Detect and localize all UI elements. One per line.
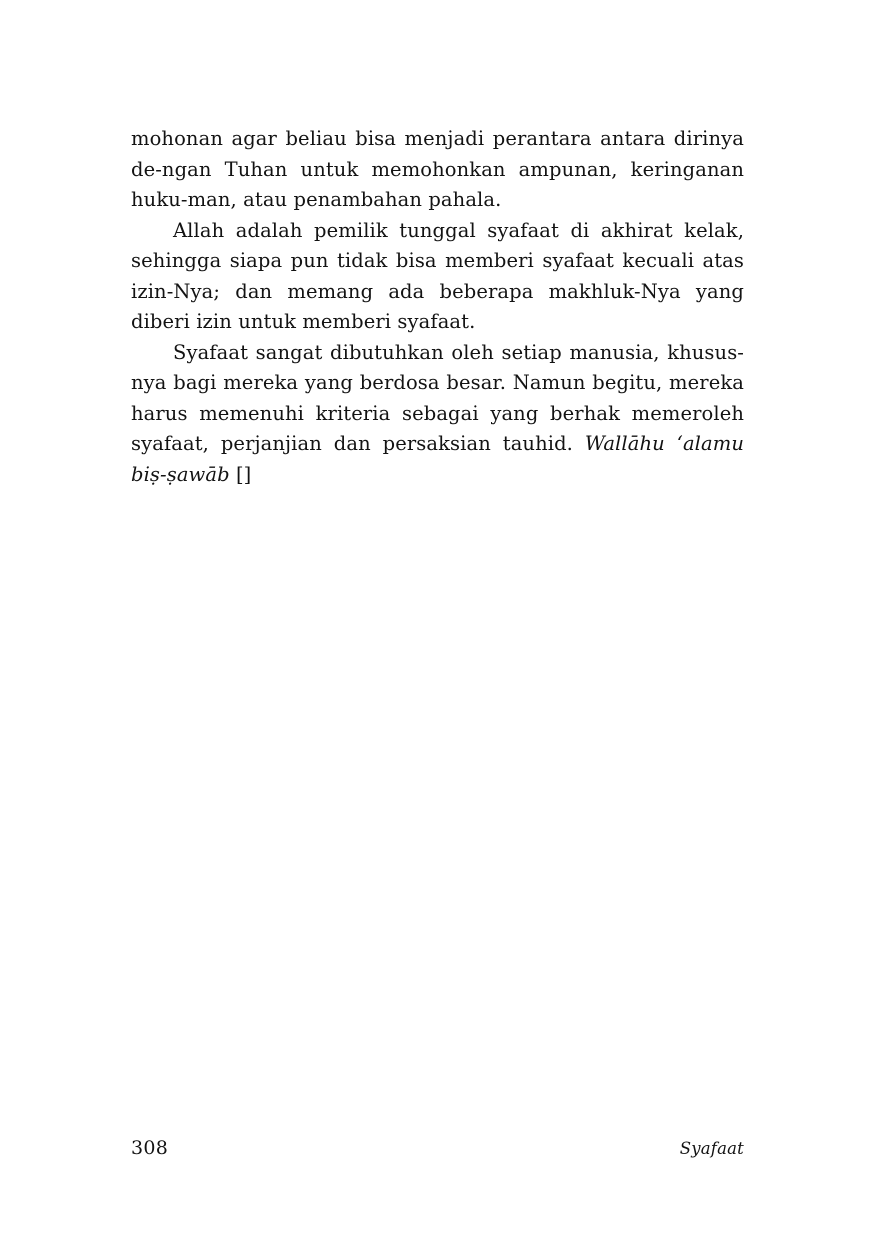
paragraph-3	[131, 338, 744, 491]
arabic-transliteration: Wallāhu ‘alamu biṣ-ṣawāb	[131, 432, 744, 486]
paragraph-1: mohonan agar beliau bisa menjadi perantara antara dirinya de-ngan Tuhan untuk memohonkan ampunan, keringanan huku-man, atau penambahan pahala.	[131, 127, 744, 211]
page-text-block	[131, 124, 744, 490]
page-footer	[0, 1137, 875, 1163]
paragraph-2: Allah adalah pemilik tunggal syafaat di akhirat kelak, sehingga siapa pun tidak bisa memberi syafaat kecuali atas izin-Nya; dan memang ada beberapa makhluk-Nya yang diberi izin untuk memberi syafaat.	[131, 218, 744, 333]
paragraph-3-text: Syafaat sangat dibutuhkan oleh setiap manusia, khusus-nya bagi mereka yang berdosa besar. Namun begitu, mereka harus memenuhi kriteria sebagai yang berhak memeroleh syafaat, perjanjian dan persaksian tauhid.	[131, 340, 744, 455]
paragraph-3-end-marker: []	[229, 462, 252, 486]
running-head: Syafaat	[679, 1139, 744, 1158]
page-number: 308	[131, 1137, 169, 1159]
